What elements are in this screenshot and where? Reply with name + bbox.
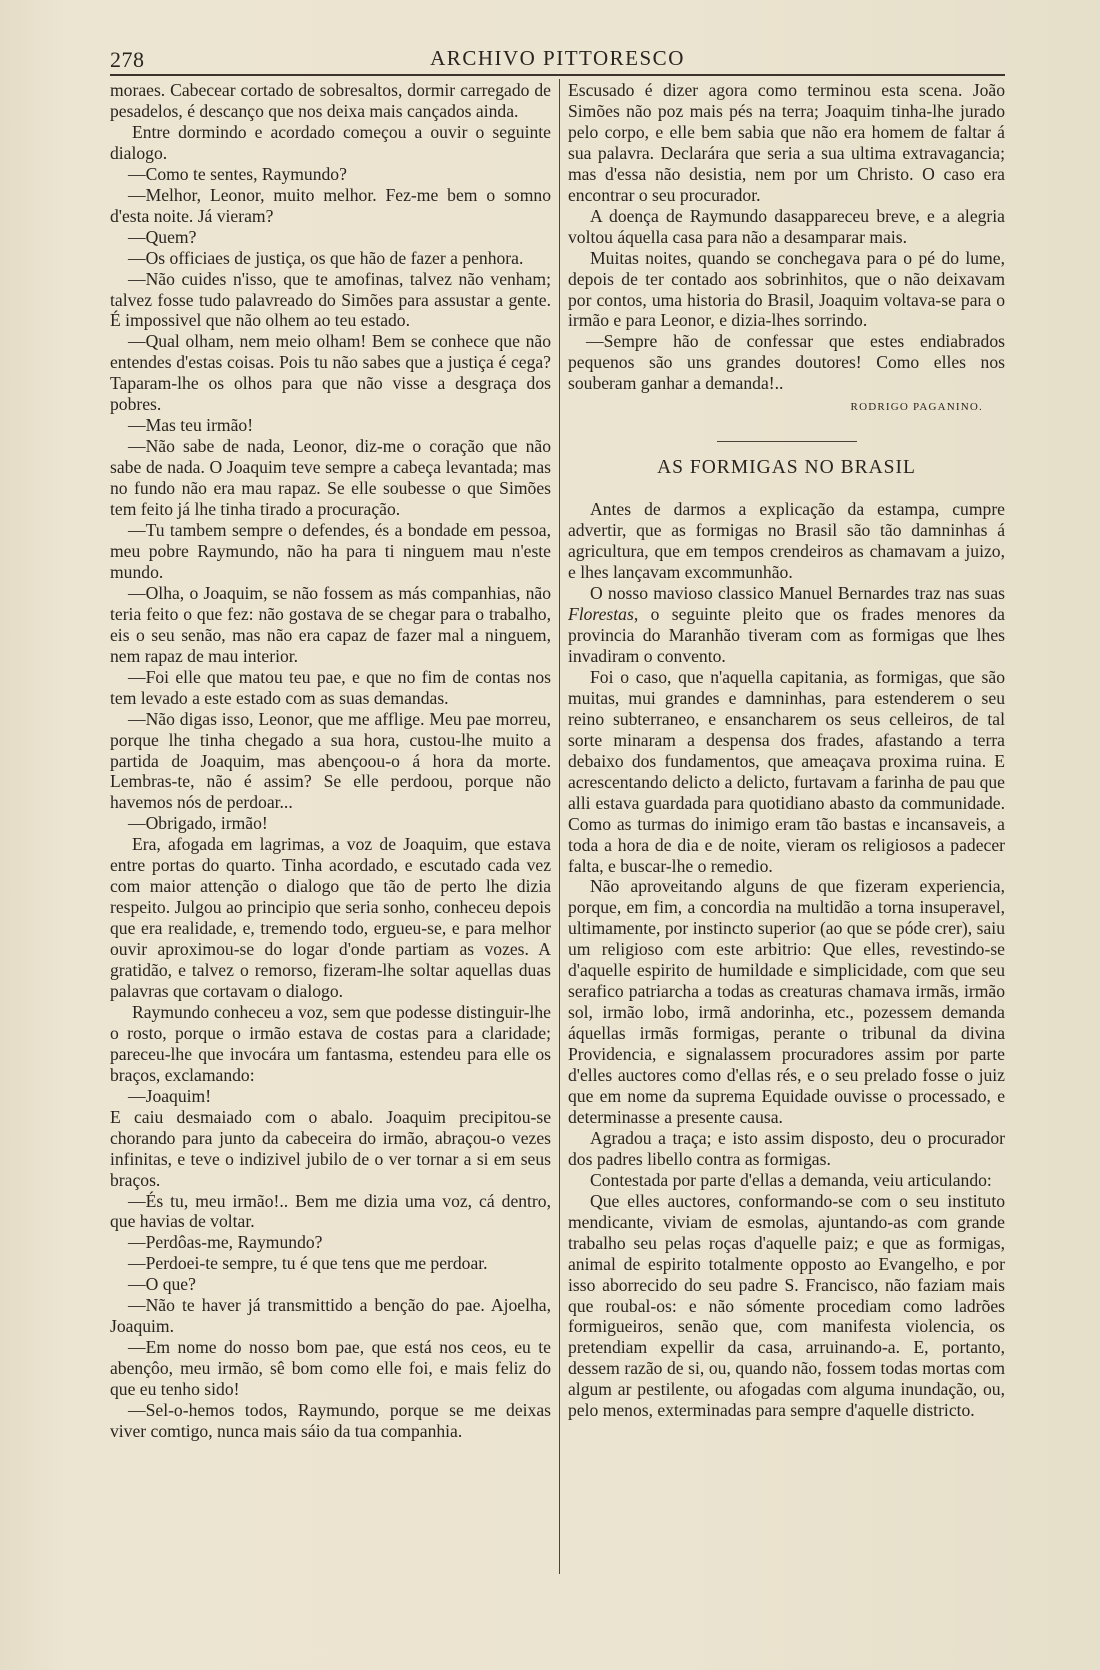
dialogue-line: —Não te haver já transmittido a benção do pae. Ajoelha, Joaquim. [110, 1295, 551, 1337]
left-column [110, 80, 551, 1442]
paragraph: O nosso mavioso classico Manuel Bernardes traz nas suas Florestas, o seguinte pleito que os frades menores da provincia do Maranhão tiveram com as formigas que lhes invadiram o convento. [568, 583, 1005, 666]
dialogue-line: —Quem? [128, 226, 197, 247]
dialogue-line: —Mas teu irmão! [128, 415, 254, 436]
section-separator [717, 441, 857, 442]
paragraph: Agradou a traça; e isto assim disposto, deu o procurador dos padres libello contra as formigas. [568, 1127, 1005, 1169]
book-title: Florestas [568, 604, 634, 625]
dialogue-line: —Tu tambem sempre o defendes, és a bondade em pessoa, meu pobre Raymundo, não ha para ti ninguem mau n'este mundo. [110, 520, 551, 582]
dialogue-line: —Não cuides n'isso, que te amofinas, talvez não venham; talvez fosse tudo palavreado do Simões para assustar a gente. É impossivel que não olhem ao teu estado. [110, 268, 551, 331]
dialogue-line: —Não digas isso, Leonor, que me afflige. Meu pae morreu, porque lhe tinha chegado a sua hora, custou-lhe muito a partida de Joaquim, mas abençoou-o á hora da morte. Lembras-te, não é assim? Se elle perdoou, porque não havemos nós de perdoar... [110, 708, 551, 813]
dialogue-line: —Sel-o-hemos todos, Raymundo, porque se me deixas viver comtigo, nunca mais sáio da tua companhia. [110, 1400, 551, 1441]
paragraph: Foi o caso, que n'aquella capitania, as formigas, que são muitas, mui grandes e damninhas, para estenderem o seu reino subterraneo, e ensancharem os seus celleiros, de tal sorte minaram a despensa dos frades, afastando a terra debaixo dos fundamentos, que ameaçava proxima ruina. E acrescentando delicto a delicto, furtavam a farinha de pau que alli estava guardada para quotidiano abasto da communidade. Como as turmas do inimigo eram tão bastas e incansaveis, a toda a hora de dia e de noite, vieram os religiosos a padecer falta, e buscar-lhe o remedio. [568, 666, 1005, 876]
dialogue-line: —Em nome do nosso bom pae, que está nos ceos, eu te abençôo, meu irmão, sê bom como elle foi, e mais feliz do que eu tenho sido! [110, 1337, 551, 1400]
paragraph: Que elles auctores, conformando-se com o seu instituto mendicante, viviam de esmolas, ajuntando-as com grande trabalho seu pelas roças d'aquelle paiz; e que as formigas, animal de espirito totalmente opposto ao Evangelho, e por isso aborrecido do seu padre S. Francisco, não faziam mais que roubal-os: e não sómente procediam como ladrões formigueiros, senão que, com manifesta violencia, os pretendiam expellir da casa, arruinando-a. E, portanto, dessem razão de si, ou, quando não, fossem todas mortas com algum ar pestilente, ou afogadas com alguma inundação, ou, pelo menos, exterminadas para sempre d'aquelle districto. [568, 1190, 1005, 1421]
paragraph: A doença de Raymundo dasappareceu breve, e a alegria voltou áquella casa para não a desamparar mais. [568, 205, 1005, 247]
dialogue-line: —Sempre hão de confessar que estes endiabrados pequenos são uns grandes doutores! Como elles nos souberam ganhar a demanda!.. [568, 331, 1005, 394]
page-number: 278 [110, 47, 145, 72]
dialogue-line: —Não sabe de nada, Leonor, diz-me o coração que não sabe de nada. O Joaquim teve sempre a cabeça levantada; mas no fundo não era mau rapaz. Se elle soubesse o que Simões tem feito já lhe tinha tirado a procuração. [110, 436, 551, 520]
header-rule [110, 74, 1005, 76]
dialogue-line: —Qual olham, nem meio olham! Bem se conhece que não entendes d'estas coisas. Pois tu não sabes que a justiça é cega? Taparam-lhe os olhos para que não visse a desgraça dos pobres. [110, 331, 551, 415]
dialogue-line: —Os officiaes de justiça, os que hão de fazer a penhora. [128, 247, 524, 268]
section-title: AS FORMIGAS NO BRASIL [657, 457, 916, 479]
author-signature: RODRIGO PAGANINO. [850, 401, 983, 414]
dialogue-line: —Como te sentes, Raymundo? [128, 163, 347, 184]
paragraph: Era, afogada em lagrimas, a voz de Joaquim, que estava entre portas do quarto. Tinha acordado, e escutado cada vez com maior attenção o dialogo que tão de perto lhe dizia respeito. Julgou ao principio que seria sonho, conheceu depois que era realidade, e, tremendo todo, ergueu-se, e para melhor ouvir aproximou-se do logar d'onde partiam as vozes. A gratidão, e talvez o remorso, fizeram-lhe soltar aquellas duas palavras que cortavam o dialogo. [110, 834, 551, 1001]
column-divider [559, 79, 560, 1574]
dialogue-line: —Perdôas-me, Raymundo? [128, 1232, 323, 1253]
paragraph: Escusado é dizer agora como terminou esta scena. João Simões não poz mais pés na terra; Joaquim tinha-lhe jurado pelo corpo, e elle bem sabia que não era homem de faltar á sua palavra. Declarára que seria a sua ultima extravagancia; mas d'essa não desistia, nem por um Christo. O caso era encontrar o seu procurador. [568, 80, 1005, 205]
paragraph: Entre dormindo e acordado começou a ouvir o seguinte dialogo. [110, 121, 551, 163]
paragraph: moraes. Cabecear cortado de sobresaltos, dormir carregado de pesadelos, é descanço que nos deixa mais cançados ainda. [110, 80, 551, 121]
dialogue-line: —Perdoei-te sempre, tu é que tens que me perdoar. [128, 1253, 488, 1274]
paragraph: E caiu desmaiado com o abalo. Joaquim precipitou-se chorando para junto da cabeceira do irmão, abraçou-o vezes infinitas, e teve o indizivel jubilo de o ver tornar a si em seus braços. [110, 1106, 551, 1190]
paragraph: Muitas noites, quando se conchegava para o pé do lume, depois de ter contado aos sobrinhitos, que o não deixavam por contos, uma historia do Brasil, Joaquim voltava-se para o irmão e para Leonor, e dizia-lhes sorrindo. [568, 247, 1005, 331]
page-header [110, 44, 1005, 74]
right-column [568, 80, 1005, 1421]
dialogue-line: —És tu, meu irmão!.. Bem me dizia uma voz, cá dentro, que havias de voltar. [110, 1190, 551, 1232]
paragraph: Não aproveitando alguns de que fizeram experiencia, porque, em fim, a concordia na multidão a torna insuperavel, ultimamente, por instincto superior (ao que se póde crer), saiu um religioso com este arbitrio: Que elles, revestindo-se d'aquelle espirito de humildade e simplicidade, com que seu serafico patriarcha a todas as creaturas chamava irmãs, irmão sol, irmão lobo, irmã andorinha, etc., pozessem demanda áquellas irmãs formigas, perante o tribunal da divina Providencia, e signalassem procuradores assim por parte d'elles auctores como d'ellas rés, e o seu prelado fosse o juiz que em nome da suprema Equidade ouvisse o processado, e determinasse a presente causa. [568, 876, 1005, 1127]
paragraph: Contestada por parte d'ellas a demanda, veiu articulando: [590, 1169, 992, 1190]
dialogue-line: —Olha, o Joaquim, se não fossem as más companhias, não teria feito o que fez: não gostava de se chegar para o trabalho, eis o seu senão, mas não era capaz de fazer mal a ninguem, nem rapaz de mau interior. [110, 582, 551, 666]
dialogue-line: —Foi elle que matou teu pae, e que no fim de contas nos tem levado a este estado com as suas demandas. [110, 666, 551, 708]
dialogue-line: —O que? [128, 1274, 196, 1295]
dialogue-line: —Obrigado, irmão! [128, 813, 268, 834]
journal-title: ARCHIVO PITTORESCO [430, 46, 685, 70]
dialogue-line: —Joaquim! [128, 1085, 212, 1106]
dialogue-line: —Melhor, Leonor, muito melhor. Fez-me bem o somno d'esta noite. Já vieram? [110, 184, 551, 226]
paragraph: Raymundo conheceu a voz, sem que podesse distinguir-lhe o rosto, porque o irmão estava de costas para a claridade; pareceu-lhe que invocára um fantasma, estendeu para elle os braços, exclamando: [110, 1001, 551, 1085]
paragraph: Antes de darmos a explicação da estampa, cumpre advertir, que as formigas no Brasil são tão damninhas á agricultura, que em tempos crendeiros as chamavam a juizo, e lhes lançavam excommunhão. [568, 499, 1005, 583]
